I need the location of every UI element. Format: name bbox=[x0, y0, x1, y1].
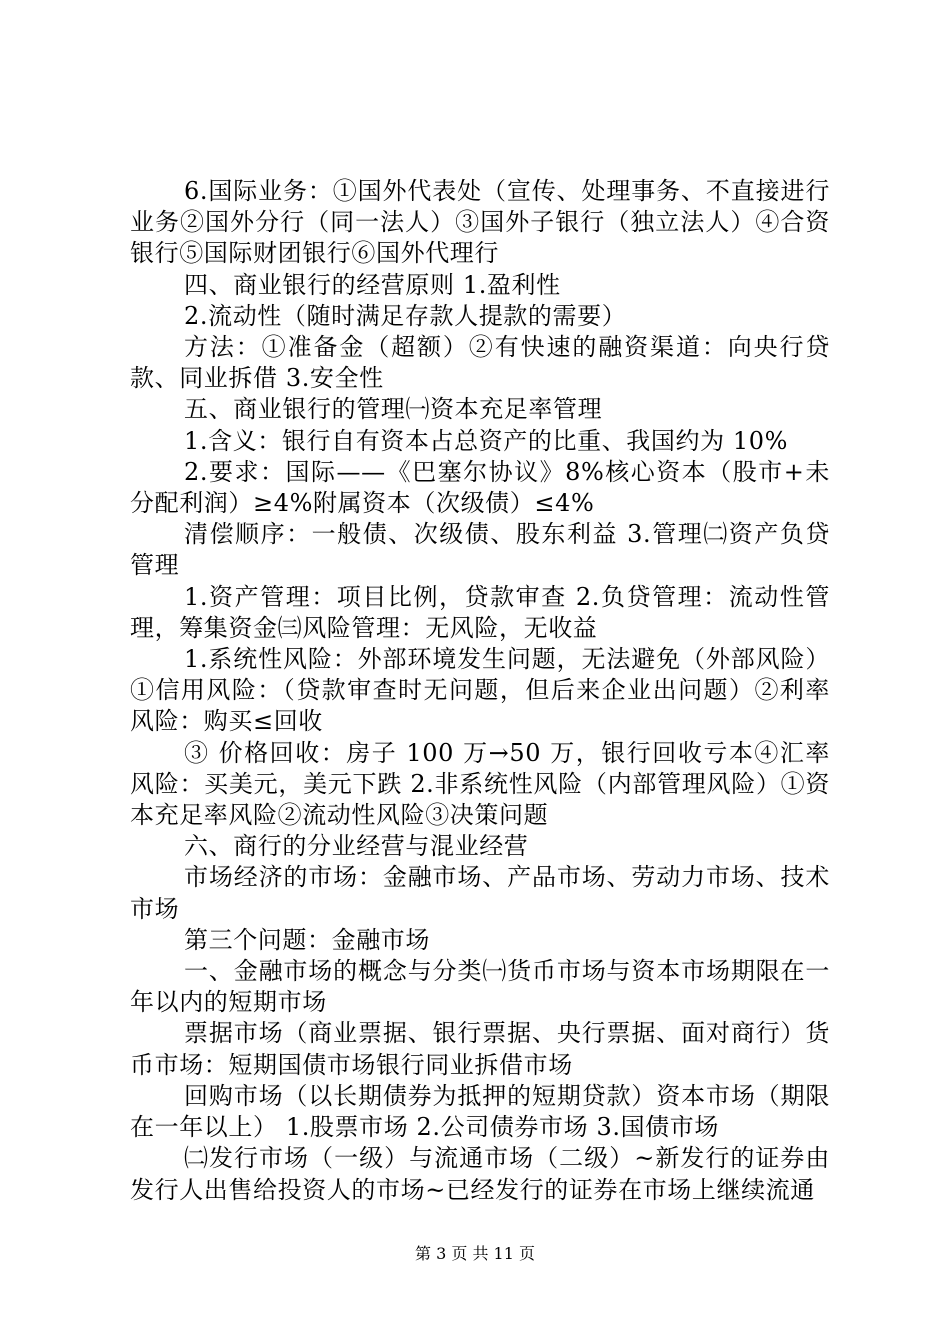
page-footer: 第 3 页 共 11 页 bbox=[415, 1244, 535, 1263]
paragraph-12: 六、商行的分业经营与混业经营 bbox=[184, 832, 529, 861]
paragraph-10: 1.系统性风险：外部环境发生问题，无法避免（外部风险）①信用风险：（贷款审查时无问题，但后来企业出问题）②利率风险：购买≤回收 bbox=[130, 645, 830, 736]
paragraph-11: ③ 价格回收：房子 100 万→50 万，银行回收亏本④汇率风险：买美元，美元下跌 2.非系统性风险（内部管理风险）①资本充足率风险②流动性风险③决策问题 bbox=[130, 738, 830, 830]
paragraph-16: 票据市场（商业票据、银行票据、央行票据、面对商行）货币市场：短期国债市场银行同业拆借市场 bbox=[130, 1019, 830, 1079]
paragraph-8: 清偿顺序：一般债、次级债、股东利益 3.管理㈡资产负贷管理 bbox=[130, 520, 830, 580]
paragraph-5: 五、商业银行的管理㈠资本充足率管理 bbox=[184, 395, 603, 424]
paragraph-9: 1.资产管理：项目比例，贷款审查 2.负贷管理：流动性管理，筹集资金㈢风险管理：无风险，无收益 bbox=[130, 582, 830, 642]
paragraph-13: 市场经济的市场：金融市场、产品市场、劳动力市场、技术市场 bbox=[130, 863, 830, 923]
paragraph-17: 回购市场（以长期债券为抵押的短期贷款）资本市场（期限在一年以上） 1.股票市场 2.公司债券市场 3.国债市场 bbox=[130, 1081, 830, 1142]
paragraph-4: 方法：①准备金（超额）②有快速的融资渠道：向央行贷款、同业拆借 3.安全性 bbox=[130, 333, 830, 393]
paragraph-3: 2.流动性（随时满足存款人提款的需要） bbox=[184, 301, 627, 330]
paragraph-2: 四、商业银行的经营原则 1.盈利性 bbox=[184, 270, 561, 299]
paragraph-14: 第三个问题：金融市场 bbox=[184, 925, 430, 954]
paragraph-1: 6.国际业务：①国外代表处（宣传、处理事务、不直接进行业务②国外分行（同一法人）③国外子银行（独立法人）④合资银行⑤国际财团银行⑥国外代理行 bbox=[130, 177, 830, 268]
paragraph-18: ㈡发行市场（一级）与流通市场（二级）~新发行的证券由发行人出售给投资人的市场~已经发行的证券在市场上继续流通 bbox=[130, 1144, 830, 1204]
paragraph-6: 1.含义：银行自有资本占总资产的比重、我国约为 10% bbox=[184, 426, 789, 455]
document-body bbox=[130, 176, 830, 1206]
paragraph-15: 一、金融市场的概念与分类㈠货币市场与资本市场期限在一年以内的短期市场 bbox=[130, 957, 830, 1017]
paragraph-7: 2.要求：国际——《巴塞尔协议》8%核心资本（股市+未分配利润）≥4%附属资本（次级债）≤4% bbox=[130, 457, 830, 518]
